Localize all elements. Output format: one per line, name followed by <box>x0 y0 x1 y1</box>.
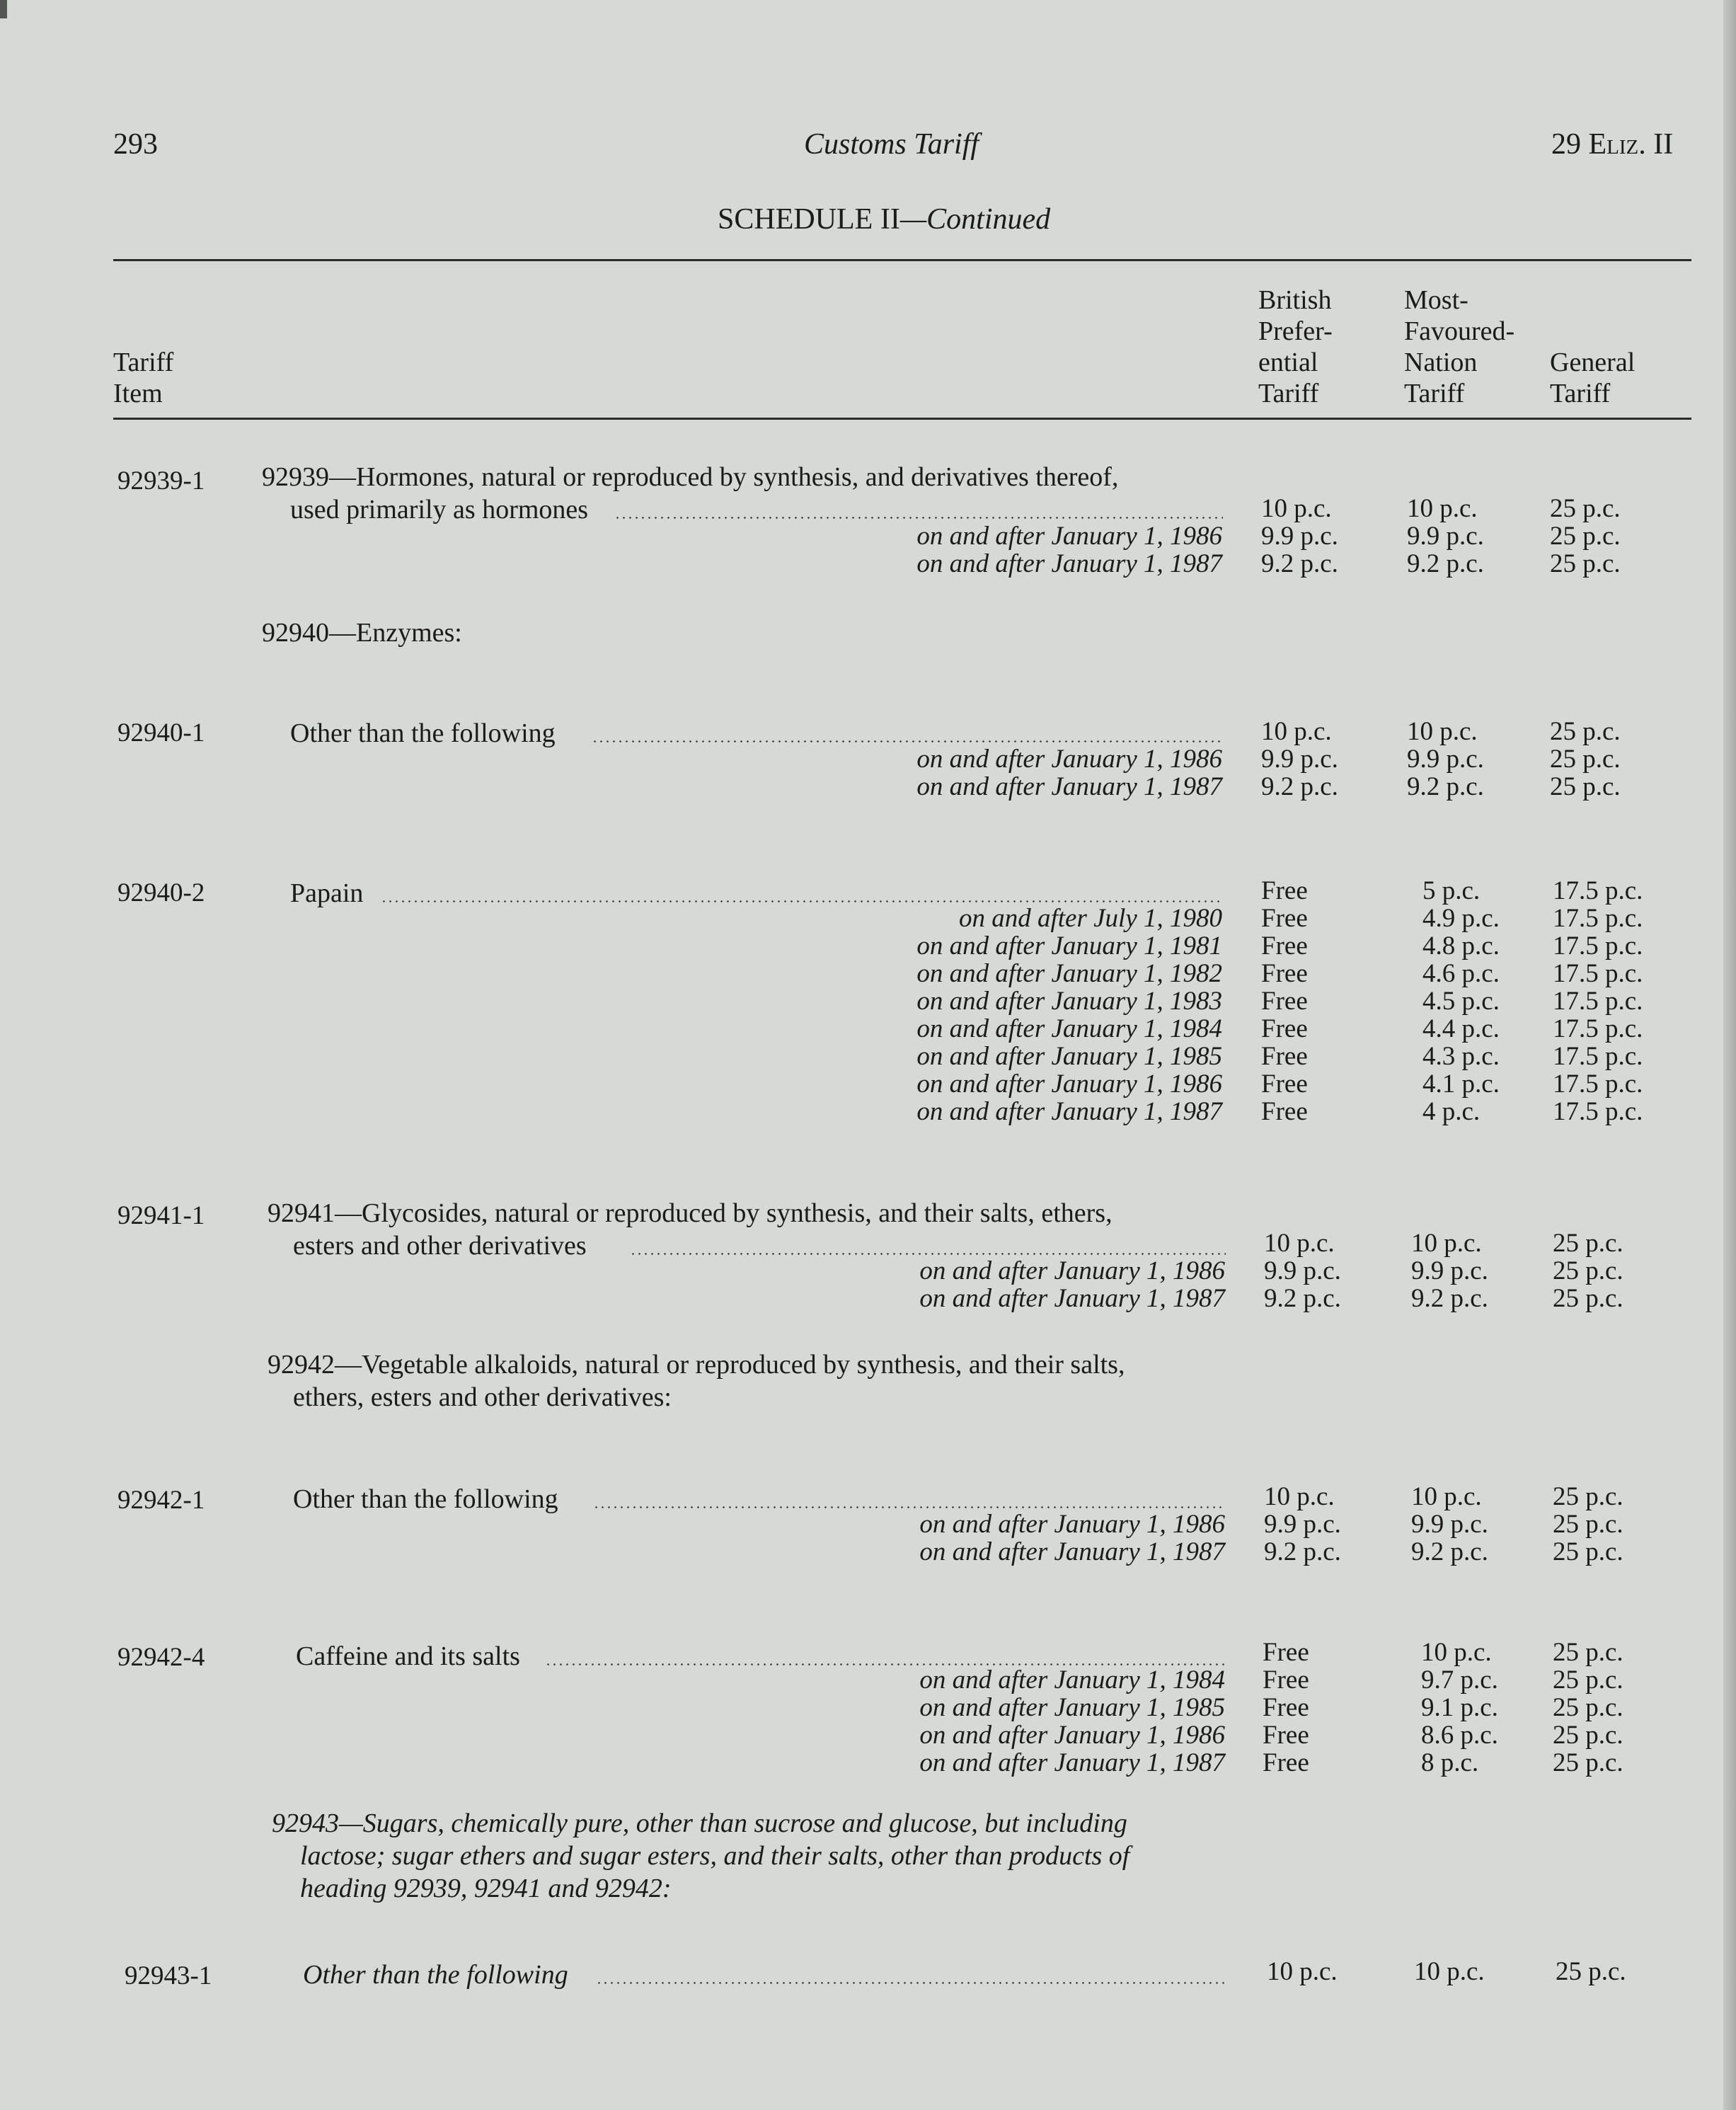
rate-cell: Free <box>1261 931 1308 961</box>
general-rates <box>1556 1958 1626 1985</box>
col-head-mfn-line: Most- <box>1404 285 1468 315</box>
rate-cell: 9.9 p.c. <box>1407 522 1484 551</box>
rate-cell: 10 p.c. <box>1407 717 1478 746</box>
schedule-name: SCHEDULE II <box>718 203 900 236</box>
col-head-general-line: Tariff <box>1550 379 1611 408</box>
rate-date: on and after January 1, 1986 <box>916 1070 1222 1099</box>
rate-cell: 9.1 p.c. <box>1421 1693 1498 1722</box>
rate-date: on and after January 1, 1984 <box>919 1665 1225 1695</box>
regnal-year-sovereign: Eliz. II <box>1588 128 1674 161</box>
rate-cell: Free <box>1263 1693 1309 1722</box>
schedule-heading <box>718 202 1050 236</box>
tariff-item-number: 92942-1 <box>117 1486 205 1515</box>
rate-cell: 25 p.c. <box>1553 1638 1623 1667</box>
rate-cell: Free <box>1261 1014 1308 1043</box>
col-head-mfn-line: Nation <box>1404 348 1478 377</box>
rate-cell: 4.5 p.c. <box>1422 987 1500 1016</box>
rate-date: on and after January 1, 1981 <box>916 931 1222 961</box>
rate-cell: 9.2 p.c. <box>1261 549 1338 578</box>
rate-cell: Free <box>1261 987 1308 1016</box>
rate-cell: 25 p.c. <box>1553 1229 1623 1258</box>
heading-description: 92940—Enzymes: <box>262 618 462 648</box>
rate-cell: 4.4 p.c. <box>1422 1014 1500 1043</box>
schedule-continued: —Continued <box>899 203 1051 236</box>
rate-cell: 10 p.c. <box>1411 1229 1482 1258</box>
date-schedule <box>919 1257 1225 1312</box>
rate-date: on and after January 1, 1987 <box>916 1097 1222 1126</box>
rate-date: on and after January 1, 1986 <box>919 1510 1225 1539</box>
dot-leader <box>630 1253 1226 1255</box>
rate-cell: 4 p.c. <box>1422 1097 1481 1126</box>
british-rates <box>1264 1483 1341 1566</box>
rate-cell: 10 p.c. <box>1411 1482 1482 1511</box>
tariff-item-number: 92941-1 <box>117 1201 205 1230</box>
rate-cell: 9.9 p.c. <box>1264 1510 1341 1539</box>
rate-cell: 25 p.c. <box>1550 772 1621 801</box>
item-description: Other than the following <box>293 1484 558 1514</box>
rate-cell: Free <box>1263 1638 1309 1667</box>
mfn-rates <box>1407 718 1484 801</box>
rate-cell: 17.5 p.c. <box>1553 1097 1643 1126</box>
rate-cell: 9.2 p.c. <box>1411 1537 1488 1566</box>
rate-date: on and after January 1, 1987 <box>916 549 1222 578</box>
col-head-british-line: Tariff <box>1258 379 1319 408</box>
heading-description: 92941—Glycosides, natural or reproduced by synthesis, and their salts, ethers, <box>268 1198 1113 1228</box>
rate-cell: 9.2 p.c. <box>1264 1537 1341 1566</box>
rate-cell: 9.2 p.c. <box>1411 1284 1488 1313</box>
mfn-rates <box>1411 1483 1488 1566</box>
item-description: used primarily as hormones <box>290 495 589 524</box>
rate-cell: Free <box>1261 904 1308 933</box>
mfn-rates <box>1422 877 1500 1125</box>
rate-cell: 9.2 p.c. <box>1407 772 1484 801</box>
dot-leader <box>614 517 1223 519</box>
rate-cell: 25 p.c. <box>1550 522 1621 551</box>
rate-cell: Free <box>1263 1721 1309 1750</box>
general-rates <box>1553 1483 1623 1566</box>
rate-cell: Free <box>1261 1070 1308 1099</box>
rate-cell: 10 p.c. <box>1261 717 1332 746</box>
rate-cell: 4.8 p.c. <box>1422 931 1500 961</box>
item-description: esters and other derivatives <box>293 1231 587 1261</box>
col-head-british-preferential <box>1258 285 1333 409</box>
heading-description: ethers, esters and other derivatives: <box>293 1382 672 1412</box>
rate-cell: 25 p.c. <box>1553 1284 1623 1313</box>
rate-cell: 10 p.c. <box>1264 1229 1335 1258</box>
col-head-general-line: General <box>1550 348 1636 377</box>
mfn-rates <box>1407 495 1484 578</box>
rate-cell: Free <box>1261 876 1308 905</box>
mfn-rates <box>1411 1229 1488 1312</box>
rate-date: on and after January 1, 1987 <box>919 1284 1225 1313</box>
heading-description: 92942—Vegetable alkaloids, natural or reproduced by synthesis, and their salts, <box>268 1350 1125 1380</box>
rate-cell: 17.5 p.c. <box>1553 904 1643 933</box>
date-schedule <box>919 1510 1225 1566</box>
rate-cell: 10 p.c. <box>1414 1957 1485 1986</box>
col-head-british-line: ential <box>1258 348 1318 377</box>
rate-cell: 25 p.c. <box>1550 549 1621 578</box>
rate-date: on and after January 1, 1985 <box>916 1042 1222 1071</box>
rate-date: on and after January 1, 1985 <box>919 1693 1225 1722</box>
item-description: Other than the following <box>303 1960 568 1990</box>
general-rates <box>1550 495 1621 578</box>
item-description: Papain <box>290 878 364 908</box>
general-rates <box>1553 1229 1623 1312</box>
rate-cell: 25 p.c. <box>1553 1693 1623 1722</box>
table-header-rule <box>113 418 1691 420</box>
rate-cell: 4.1 p.c. <box>1422 1070 1500 1099</box>
general-rates <box>1553 877 1643 1125</box>
tariff-item-number: 92940-1 <box>117 718 205 747</box>
tariff-item-number: 92943-1 <box>125 1961 212 1990</box>
page-number: 293 <box>113 128 158 161</box>
tariff-item-number: 92940-2 <box>117 878 205 907</box>
rate-date: on and after January 1, 1986 <box>919 1256 1225 1285</box>
rate-cell: 17.5 p.c. <box>1553 1014 1643 1043</box>
heading-description: heading 92939, 92941 and 92942: <box>300 1874 672 1903</box>
rate-cell: Free <box>1263 1748 1309 1777</box>
table-top-rule <box>113 259 1691 261</box>
col-head-british-line: Prefer- <box>1258 316 1333 346</box>
rate-date: on and after January 1, 1987 <box>916 772 1222 801</box>
scan-edge-mark <box>0 0 7 18</box>
rate-date: on and after January 1, 1986 <box>919 1721 1225 1750</box>
general-rates <box>1550 718 1621 801</box>
rate-date: on and after January 1, 1982 <box>916 959 1222 988</box>
rate-cell: 25 p.c. <box>1556 1957 1626 1986</box>
regnal-year-prefix: 29 <box>1551 128 1589 161</box>
mfn-rates <box>1414 1958 1485 1985</box>
col-head-general-tariff <box>1550 347 1635 409</box>
rate-cell: 17.5 p.c. <box>1553 876 1643 905</box>
rate-cell: 9.2 p.c. <box>1407 549 1484 578</box>
heading-description: lactose; sugar ethers and sugar esters, and their salts, other than products of <box>300 1841 1130 1871</box>
rate-cell: 25 p.c. <box>1550 717 1621 746</box>
mfn-rates <box>1421 1639 1498 1777</box>
rate-cell: 10 p.c. <box>1421 1638 1492 1667</box>
rate-cell: 9.7 p.c. <box>1421 1665 1498 1695</box>
rate-cell: 25 p.c. <box>1553 1721 1623 1750</box>
rate-cell: 17.5 p.c. <box>1553 1070 1643 1099</box>
running-title: Customs Tariff <box>804 128 979 161</box>
rate-cell: 9.9 p.c. <box>1407 745 1484 774</box>
rate-cell: 4.3 p.c. <box>1422 1042 1500 1071</box>
rate-cell: Free <box>1261 959 1308 988</box>
dot-leader <box>592 740 1223 742</box>
rate-cell: 25 p.c. <box>1550 494 1621 523</box>
rate-cell: 10 p.c. <box>1267 1957 1338 1986</box>
col-head-most-favoured-nation <box>1404 285 1514 409</box>
rate-cell: 10 p.c. <box>1264 1482 1335 1511</box>
general-rates <box>1553 1639 1623 1777</box>
date-schedule <box>919 1666 1225 1777</box>
rate-cell: 17.5 p.c. <box>1553 959 1643 988</box>
british-rates <box>1263 1639 1309 1777</box>
col-head-british-line: British <box>1258 285 1332 315</box>
rate-date: on and after January 1, 1986 <box>916 745 1222 774</box>
rate-cell: 25 p.c. <box>1553 1665 1623 1695</box>
rate-cell: Free <box>1261 1097 1308 1126</box>
rate-cell: 5 p.c. <box>1422 876 1481 905</box>
item-description: Caffeine and its salts <box>296 1641 520 1671</box>
rate-date: on and after January 1, 1987 <box>919 1748 1225 1777</box>
rate-cell: 9.9 p.c. <box>1261 745 1338 774</box>
dot-leader <box>381 900 1223 902</box>
col-head-tariff-item-line: Tariff <box>113 348 174 377</box>
rate-cell: Free <box>1263 1665 1309 1695</box>
rate-date: on and after January 1, 1984 <box>916 1014 1222 1043</box>
rate-cell: 25 p.c. <box>1553 1748 1623 1777</box>
rate-cell: 10 p.c. <box>1261 494 1332 523</box>
rate-cell: 17.5 p.c. <box>1553 987 1643 1016</box>
date-schedule <box>916 905 1222 1125</box>
british-rates <box>1267 1958 1338 1985</box>
col-head-mfn-line: Tariff <box>1404 379 1465 408</box>
col-head-mfn-line: Favoured- <box>1404 316 1515 346</box>
tariff-item-number: 92942-4 <box>117 1643 205 1672</box>
rate-cell: 8 p.c. <box>1421 1748 1479 1777</box>
rate-date: on and after January 1, 1983 <box>916 987 1222 1016</box>
rate-date: on and after January 1, 1987 <box>919 1537 1225 1566</box>
british-rates <box>1261 495 1338 578</box>
tariff-item-number: 92939-1 <box>117 466 205 495</box>
rate-cell: 8.6 p.c. <box>1421 1721 1498 1750</box>
date-schedule <box>916 745 1222 801</box>
page-edge-shadow <box>1723 0 1736 2110</box>
col-head-tariff-item-line: Item <box>113 379 163 408</box>
rate-cell: 25 p.c. <box>1553 1482 1623 1511</box>
rate-date: on and after July 1, 1980 <box>958 904 1222 933</box>
british-rates <box>1264 1229 1341 1312</box>
item-description: Other than the following <box>290 718 556 748</box>
rate-cell: 25 p.c. <box>1553 1256 1623 1285</box>
rate-cell: 9.2 p.c. <box>1261 772 1338 801</box>
rate-cell: 17.5 p.c. <box>1553 931 1643 961</box>
rate-cell: 10 p.c. <box>1407 494 1478 523</box>
heading-description: 92939—Hormones, natural or reproduced by synthesis, and derivatives thereof, <box>262 462 1119 492</box>
rate-cell: 9.2 p.c. <box>1264 1284 1341 1313</box>
regnal-year <box>1551 127 1673 161</box>
heading-description: 92943—Sugars, chemically pure, other than sucrose and glucose, but including <box>272 1808 1127 1838</box>
rate-cell: 25 p.c. <box>1553 1510 1623 1539</box>
rate-cell: Free <box>1261 1042 1308 1071</box>
british-rates <box>1261 877 1308 1125</box>
rate-cell: 17.5 p.c. <box>1553 1042 1643 1071</box>
british-rates <box>1261 718 1338 801</box>
dot-leader <box>593 1506 1226 1508</box>
col-head-tariff-item <box>113 347 173 409</box>
rate-cell: 9.9 p.c. <box>1264 1256 1341 1285</box>
rate-cell: 4.6 p.c. <box>1422 959 1500 988</box>
date-schedule <box>916 522 1222 578</box>
rate-cell: 9.9 p.c. <box>1411 1510 1488 1539</box>
rate-cell: 9.9 p.c. <box>1261 522 1338 551</box>
rate-cell: 9.9 p.c. <box>1411 1256 1488 1285</box>
dot-leader <box>596 1982 1229 1984</box>
rate-cell: 25 p.c. <box>1550 745 1621 774</box>
rate-cell: 4.9 p.c. <box>1422 904 1500 933</box>
rate-date: on and after January 1, 1986 <box>916 522 1222 551</box>
rate-cell: 25 p.c. <box>1553 1537 1623 1566</box>
